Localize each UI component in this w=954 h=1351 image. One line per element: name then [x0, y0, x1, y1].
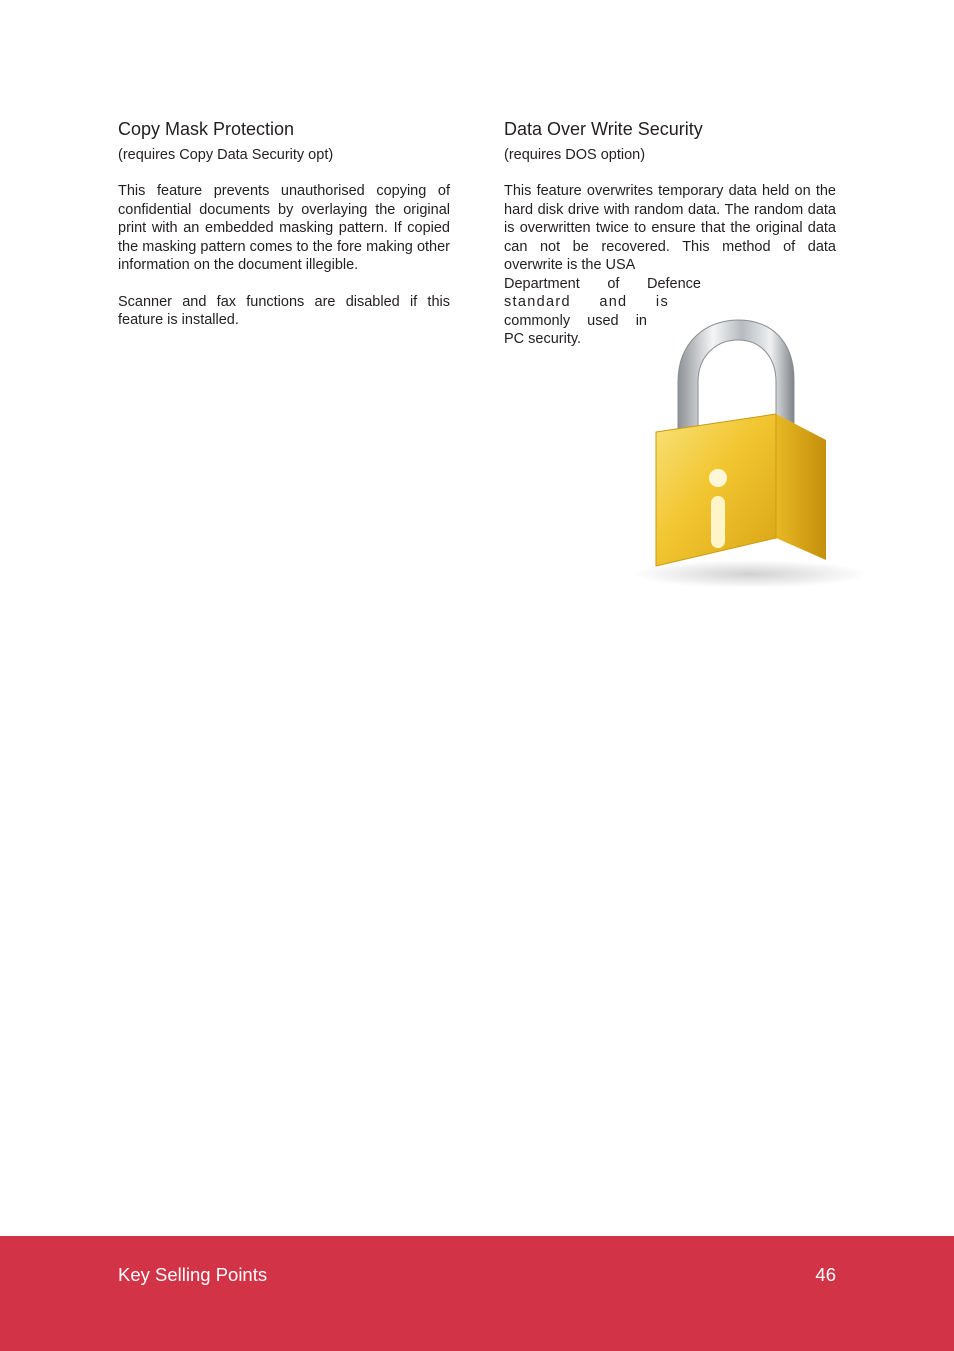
data-overwrite-text-line3: commonly used in — [504, 312, 647, 329]
data-overwrite-heading: Data Over Write Security — [504, 119, 703, 139]
footer-title: Key Selling Points — [118, 1264, 268, 1285]
data-overwrite-text-line2: standard and is — [504, 294, 669, 310]
copy-mask-heading: Copy Mask Protection — [118, 119, 295, 139]
padlock-info-icon — [620, 316, 872, 592]
copy-mask-requirement: (requires Copy Data Security opt) — [118, 147, 334, 163]
footer-bar — [0, 1236, 954, 1351]
copy-mask-note: Scanner and fax functions are disabled if this feature is installed. — [118, 293, 450, 328]
data-overwrite-requirement: (requires DOS option) — [504, 147, 646, 163]
data-overwrite-text-main: This feature overwrites temporary data held on the hard disk drive with random data. The random data is overwritten twice to ensure that the original data can not be recovered. This method of data overwrite is the USA — [504, 183, 836, 273]
data-overwrite-text-line1: Department of Defence — [504, 275, 701, 292]
copy-mask-description: This feature prevents unauthorised copying of confidential documents by overlaying the original print with an embedded masking pattern. If copied the masking pattern comes to the fore making other information on the document illegible. — [118, 183, 450, 273]
copy-mask-section — [118, 118, 450, 330]
data-overwrite-text-line4: PC security. — [504, 331, 582, 347]
data-overwrite-section — [504, 118, 836, 349]
page-number: 46 — [815, 1264, 836, 1285]
